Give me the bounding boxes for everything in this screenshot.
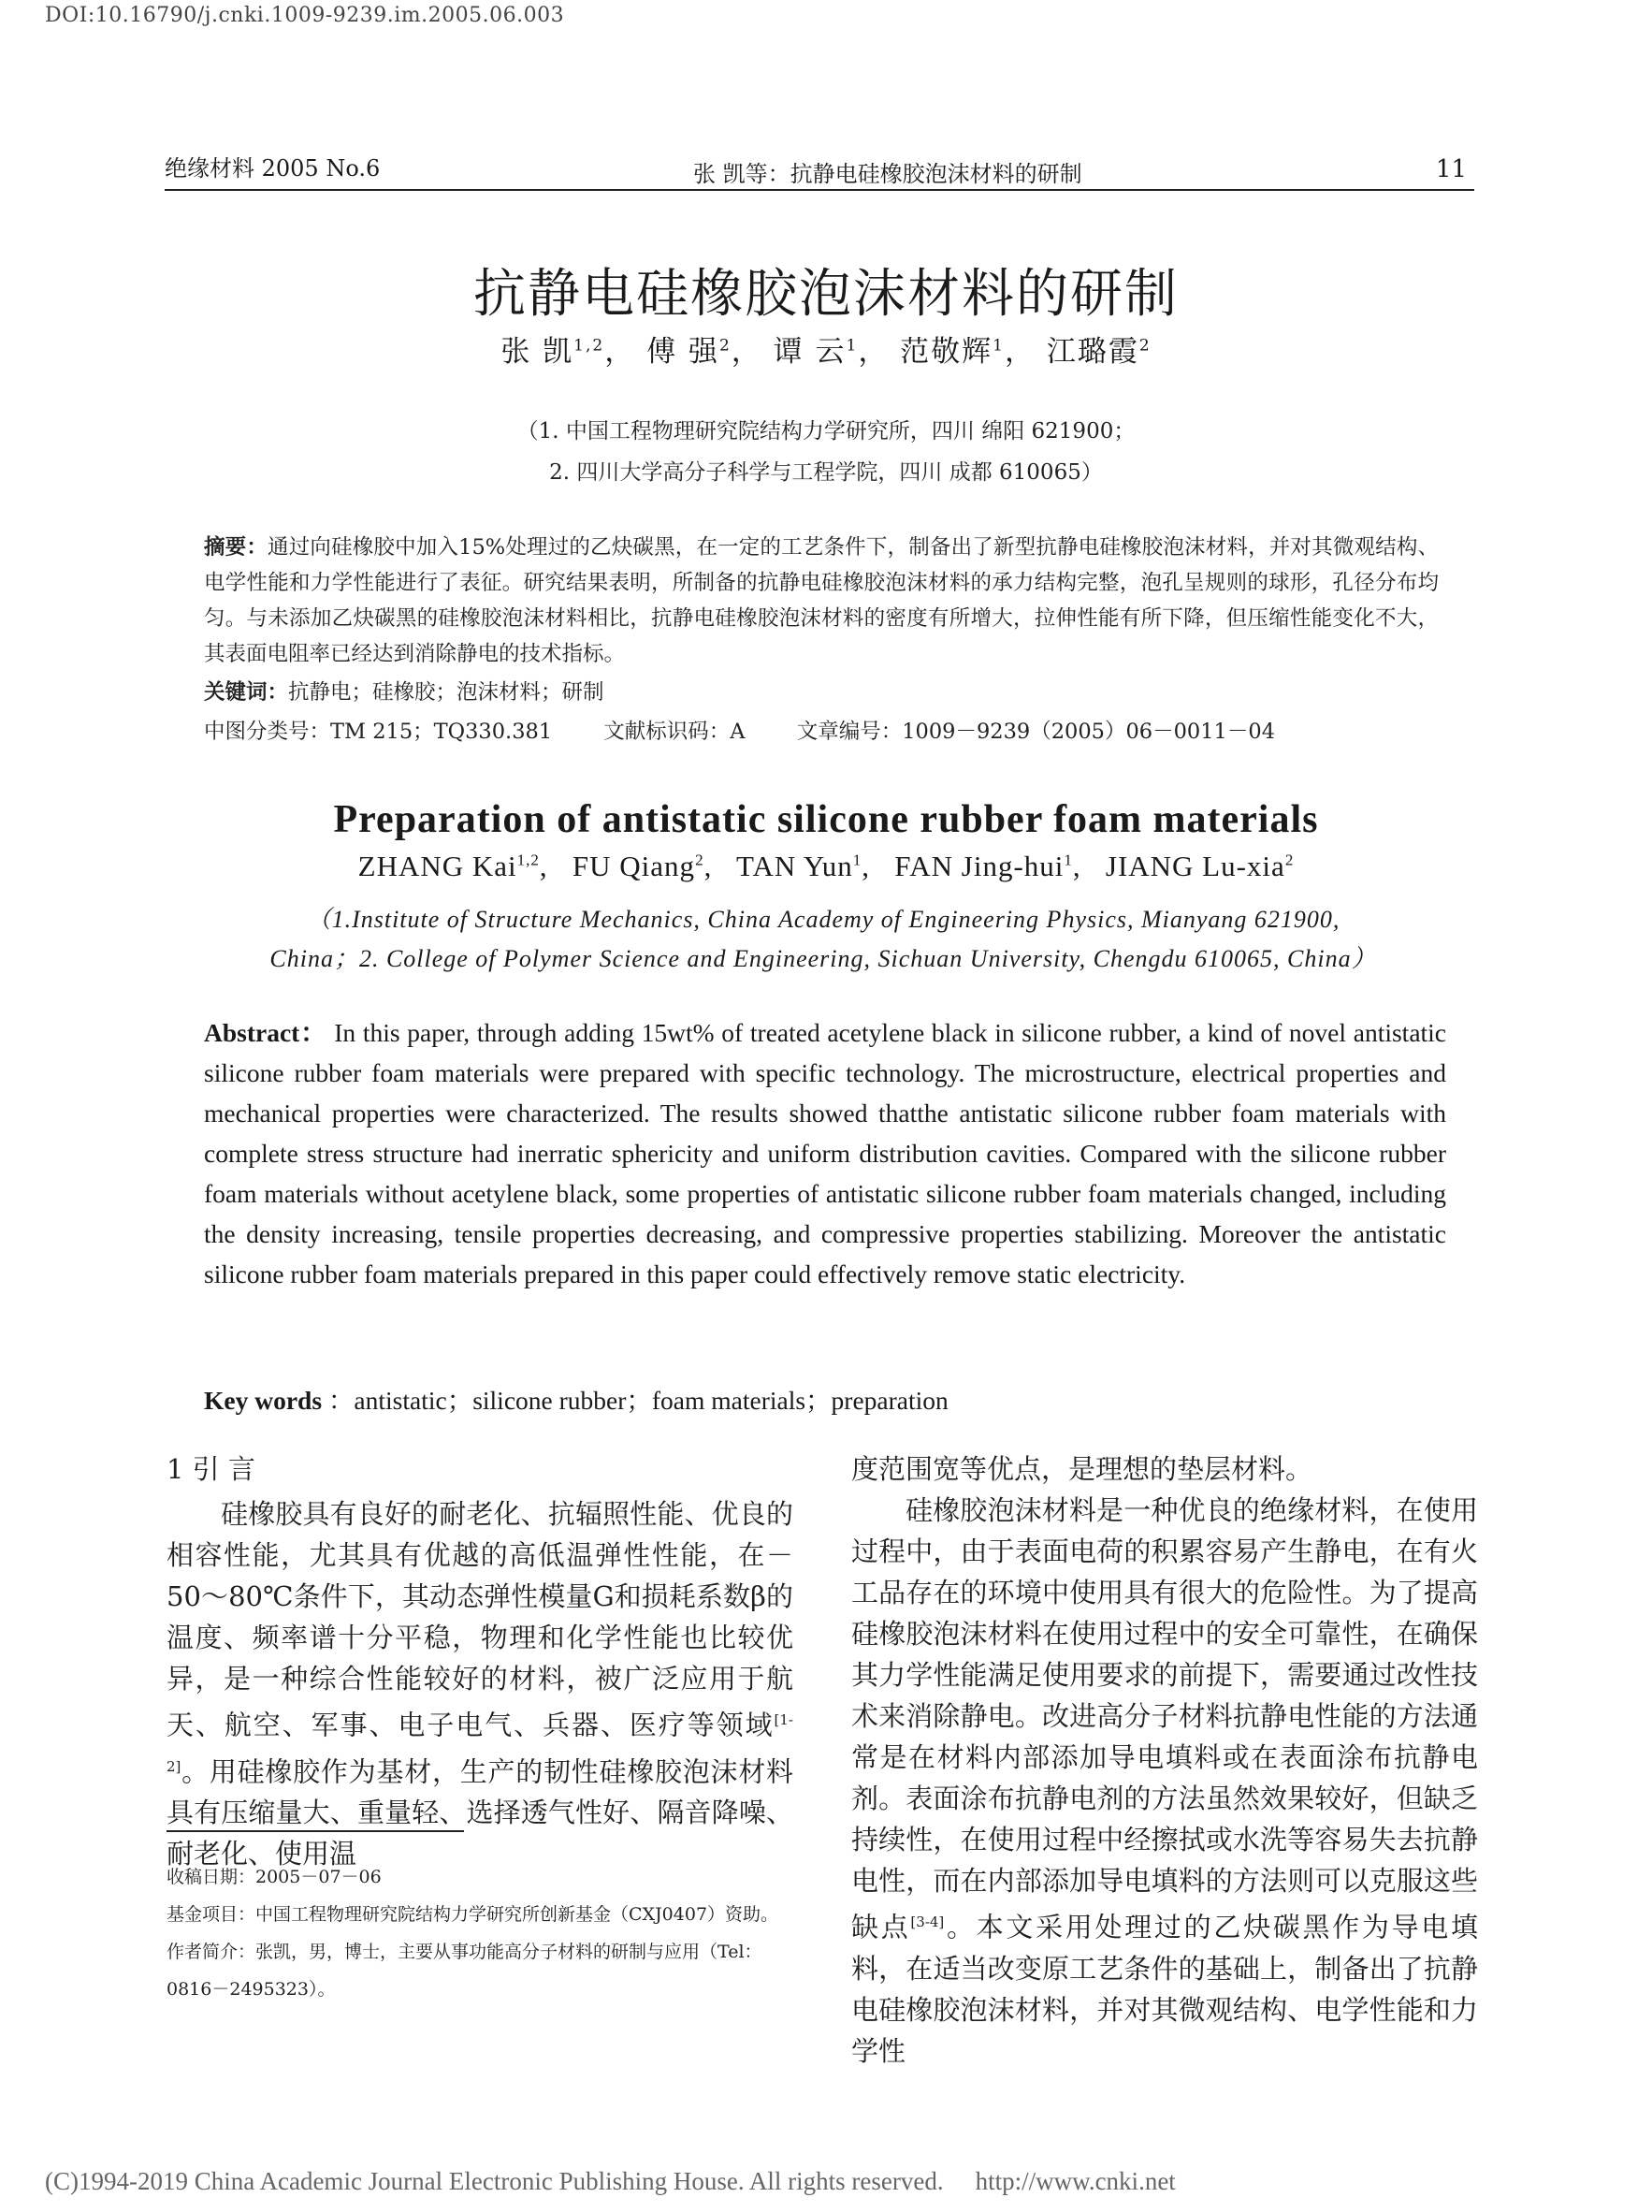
affiliation-en-2: China；2. College of Polymer Science and Engineering, Sichuan University, Chengdu 610065, China） (269, 945, 1377, 972)
author-aff: 1,2 (573, 336, 605, 356)
paragraph-text: 硅橡胶具有良好的耐老化、抗辐照性能、优良的相容性能，尤其具有优越的高低温弹性性能，在－50～80℃条件下，其动态弹性模量G和损耗系数β的温度、频率谱十分平稳，物理和化学性能也比较优异，是一种综合性能较好的材料，被广泛应用于航天、航空、军事、电子电气、兵器、医疗等领域 (167, 1498, 793, 1741)
author-aff: 2 (695, 851, 704, 869)
citation: [1-2] (167, 1711, 793, 1775)
keywords-cn-label: 关键词： (204, 680, 289, 705)
author-name: 张 凯 (500, 335, 574, 369)
body-paragraph: 度范围宽等优点，是理想的垫层材料。 (851, 1453, 1313, 1485)
running-title: 张 凯等：抗静电硅橡胶泡沫材料的研制 (693, 161, 1082, 187)
site-url[interactable]: http://www.cnki.net (975, 2167, 1176, 2195)
keywords-en (204, 1379, 949, 1417)
footnotes (167, 1858, 793, 2008)
paragraph-text: 。本文采用处理过的乙炔碳黑作为导电填料，在适当改变原工艺条件的基础上，制备出了抗静电硅橡胶泡沫材料，并对其微观结构、电学性能和力学性 (851, 1911, 1478, 2067)
author-name-en: JIANG Lu-xia (1105, 850, 1285, 882)
body-column-left (167, 1448, 793, 1874)
affiliation-cn-2: 2. 四川大学高分子科学与工程学院，四川 成都 610065） (549, 460, 1103, 485)
document-code: 文献标识码：A (603, 720, 746, 744)
affiliation-cn-1: （1. 中国工程物理研究院结构力学研究所，四川 绵阳 621900； (516, 419, 1136, 444)
paragraph-text: 。用硅橡胶作为基材，生产的韧性硅橡胶泡沫材料具有压缩量大、重量轻、选择透气性好、隔音降噪、耐老化、使用温 (167, 1755, 793, 1870)
footnote-received: 收稿日期：2005－07－06 (167, 1867, 382, 1887)
footnote-fund: 基金项目：中国工程物理研究院结构力学研究所创新基金（CXJ0407）资助。 (167, 1904, 779, 1925)
author-name-en: ZHANG Kai (357, 850, 517, 882)
keywords-en-label: Key words (204, 1386, 323, 1415)
affiliation-en-1: （1.Institute of Structure Mechanics, China Academy of Engineering Physics, Mianyang 621900, (306, 906, 1340, 933)
classification-line (204, 715, 1320, 745)
paper-title-cn: 抗静电硅橡胶泡沫材料的研制 (473, 264, 1179, 325)
clc-number: 中图分类号：TM 215；TQ330.381 (204, 720, 553, 744)
keywords-en-text: ：antistatic；silicone rubber；foam materials；preparation (327, 1386, 949, 1415)
body-paragraph (167, 1493, 793, 1874)
author-name: 江璐霞 (1046, 335, 1139, 369)
author-aff: 1 (1064, 851, 1073, 869)
abstract-cn-label: 摘要： (204, 535, 268, 560)
body-column-right (851, 1448, 1478, 2072)
doi-line: DOI:10.16790/j.cnki.1009-9239.im.2005.06.003 (45, 4, 565, 27)
author-aff: 1 (993, 336, 1005, 356)
running-header (165, 148, 1474, 191)
abstract-cn-text: 通过向硅橡胶中加入15%处理过的乙炔碳黑，在一定的工艺条件下，制备出了新型抗静电硅橡胶泡沫材料，并对其微观结构、电学性能和力学性能进行了表征。研究结果表明，所制备的抗静电硅橡胶泡沫材料的承力结构完整，泡孔呈规则的球形，孔径分布均匀。与未添加乙炔碳黑的硅橡胶泡沫材料相比，抗静电硅橡胶泡沫材料的密度有所增大，拉伸性能有所下降，但压缩性能变化不大，其表面电阻率已经达到消除静电的技术指标。 (204, 535, 1439, 666)
author-aff: 1 (852, 851, 862, 869)
abstract-cn (204, 530, 1439, 672)
body-paragraph (851, 1490, 1478, 2072)
paper-title-en: Preparation of antistatic silicone rubber foam materials (333, 798, 1319, 841)
copyright-footer (45, 2167, 1176, 2196)
abstract-en (204, 1012, 1446, 1294)
keywords-cn (204, 676, 604, 706)
keywords-cn-text: 抗静电；硅橡胶；泡沫材料；研制 (288, 680, 604, 705)
author-aff: 1,2 (516, 851, 540, 869)
page-number: 11 (1435, 155, 1467, 183)
abstract-en-label: Abstract： (204, 1018, 327, 1047)
author-name: 范敬辉 (900, 335, 993, 369)
author-name-en: TAN Yun (736, 850, 853, 882)
author-list-en: ZHANG Kai$^{1,2}$, FU Qiang$^2$, TAN Yun$^1$, FAN Jing-hui$^1$, JIANG Lu-xia$^2$ (357, 850, 1295, 882)
author-aff: 2 (1138, 336, 1152, 356)
author-name: 谭 云 (773, 335, 847, 369)
author-list-cn: 张 凯$^{1,2}$， 傅 强$^2$， 谭 云$^1$， 范敬辉$^1$， 江璐霞$^2$ (500, 335, 1152, 369)
article-number: 文章编号：1009－9239（2005）06－0011－04 (796, 720, 1276, 744)
footnote-author: 作者简介：张凯，男，博士，主要从事功能高分子材料的研制与应用（Tel：0816－2495323）。 (167, 1942, 762, 2000)
abstract-en-text: In this paper, through adding 15wt% of treated acetylene black in silicone rubber, a kind of novel antistatic silicone rubber foam materials were prepared with specific technology. The microstructure, electrical properties and mechanical properties were characterized. The results showed thatthe antistatic silicone rubber foam materials with complete stress structure had inerratic sphericity and uniform distribution cavities. Compared with the silicone rubber foam materials without acetylene black, some properties of antistatic silicone rubber foam materials changed, including the density increasing, tensile properties decreasing, and compressive properties stabilizing. Moreover the antistatic silicone rubber foam materials prepared in this paper could effectively remove static electricity. (204, 1018, 1447, 1288)
author-aff: 2 (1284, 851, 1295, 869)
author-name-en: FU Qiang (572, 850, 696, 882)
author-name-en: FAN Jing-hui (894, 850, 1065, 882)
paragraph-text: 硅橡胶泡沫材料是一种优良的绝缘材料，在使用过程中，由于表面电荷的积累容易产生静电，在有火工品存在的环境中使用具有很大的危险性。为了提高硅橡胶泡沫材料在使用过程中的安全可靠性，在确保其力学性能满足使用要求的前提下，需要通过改性技术来消除静电。改进高分子材料抗静电性能的方法通常是在材料内部添加导电填料或在表面涂布抗静电剂。表面涂布抗静电剂的方法虽然效果较好，但缺乏持续性，在使用过程中经擦拭或水洗等容易失去抗静电性，而在内部添加导电填料的方法则可以克服这些缺点 (851, 1494, 1478, 1943)
copyright-text: (C)1994-2019 China Academic Journal Electronic Publishing House. All rights reserved. (45, 2167, 944, 2195)
section-heading: 1 引 言 (167, 1453, 255, 1485)
author-aff: 1 (846, 336, 859, 356)
author-name: 傅 强 (646, 335, 719, 369)
citation: [3-4] (910, 1914, 945, 1930)
author-aff: 2 (718, 336, 732, 356)
journal-name: 绝缘材料 2005 No.6 (165, 155, 381, 182)
footnote-rule (167, 1830, 464, 1832)
